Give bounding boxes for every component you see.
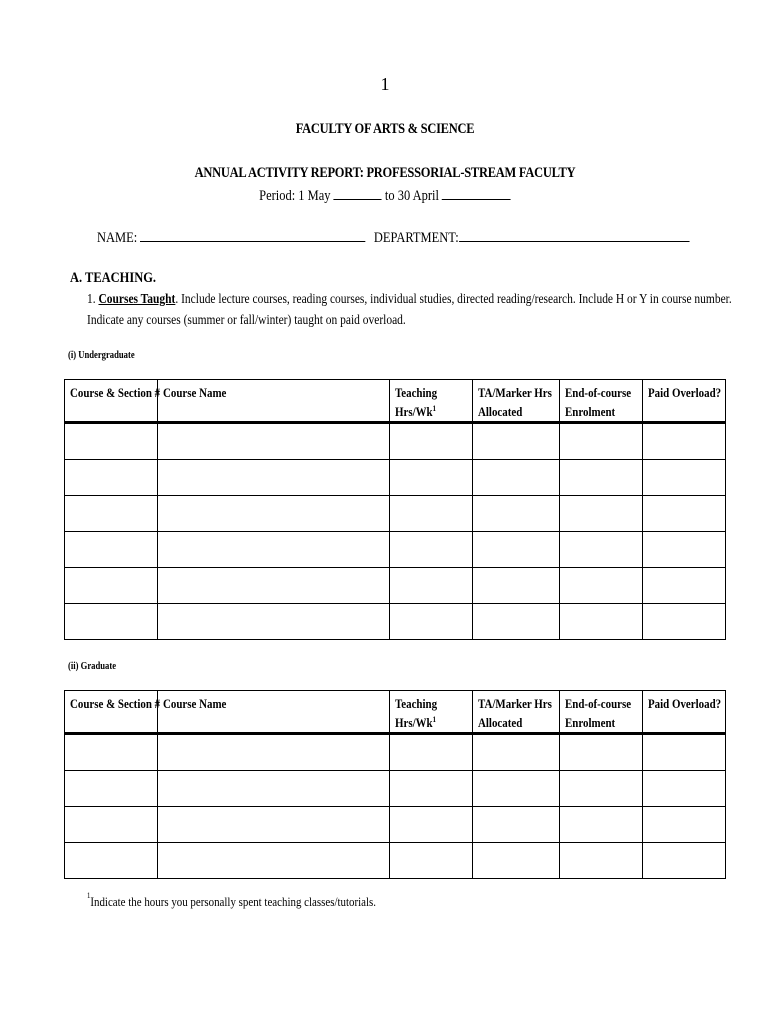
input-cell[interactable]: [158, 771, 390, 807]
input-cell[interactable]: [643, 460, 726, 496]
name-label: NAME:: [97, 230, 138, 246]
col-course-section: Course & Section #: [65, 691, 158, 734]
table-row: [65, 843, 726, 879]
input-cell[interactable]: [390, 423, 473, 460]
input-cell[interactable]: [560, 843, 643, 879]
input-cell[interactable]: [65, 460, 158, 496]
undergraduate-table: [64, 379, 726, 640]
col-course-name: Course Name: [158, 380, 390, 423]
input-cell[interactable]: [643, 604, 726, 640]
input-cell[interactable]: [158, 734, 390, 771]
graduate-table: [64, 690, 726, 879]
input-cell[interactable]: [158, 460, 390, 496]
input-cell[interactable]: [560, 734, 643, 771]
table-row: [65, 423, 726, 460]
input-cell[interactable]: [158, 568, 390, 604]
input-cell[interactable]: [158, 807, 390, 843]
input-cell[interactable]: [390, 843, 473, 879]
input-cell[interactable]: [643, 532, 726, 568]
input-cell[interactable]: [65, 604, 158, 640]
input-cell[interactable]: [65, 568, 158, 604]
input-cell[interactable]: [643, 807, 726, 843]
col-paid-overload: Paid Overload?: [643, 691, 726, 734]
input-cell[interactable]: [390, 496, 473, 532]
input-cell[interactable]: [390, 734, 473, 771]
item-number: 1.: [87, 292, 96, 307]
table-row: [65, 734, 726, 771]
input-cell[interactable]: [560, 568, 643, 604]
input-cell[interactable]: [390, 568, 473, 604]
input-cell[interactable]: [643, 734, 726, 771]
input-cell[interactable]: [560, 532, 643, 568]
section-a-heading: A. TEACHING.: [70, 270, 157, 286]
input-cell[interactable]: [473, 423, 560, 460]
name-field[interactable]: [140, 228, 365, 242]
input-cell[interactable]: [473, 604, 560, 640]
input-cell[interactable]: [473, 496, 560, 532]
input-cell[interactable]: [473, 532, 560, 568]
courses-taught-text: . Include lecture courses, reading courses, individual studies, directed reading/research. Include H or Y in course number.: [175, 292, 732, 307]
table-row: [65, 532, 726, 568]
overload-instructions: Indicate any courses (summer or fall/winter) taught on paid overload.: [87, 313, 406, 328]
col-ta-hrs: TA/Marker Hrs Allocated: [473, 691, 560, 734]
period-line: [54, 186, 716, 205]
input-cell[interactable]: [473, 807, 560, 843]
graduate-label: (ii) Graduate: [68, 661, 117, 672]
input-cell[interactable]: [643, 771, 726, 807]
input-cell[interactable]: [473, 460, 560, 496]
col-paid-overload: Paid Overload?: [643, 380, 726, 423]
courses-taught-instructions: [87, 292, 732, 308]
faculty-heading: FACULTY OF ARTS & SCIENCE: [295, 121, 475, 137]
table-header-row: [65, 380, 726, 423]
input-cell[interactable]: [643, 496, 726, 532]
input-cell[interactable]: [158, 496, 390, 532]
table-row: [65, 460, 726, 496]
period-prefix: Period: 1 May: [259, 188, 331, 204]
col-enrolment: End-of-course Enrolment: [560, 691, 643, 734]
period-middle: to 30 April: [384, 188, 439, 204]
input-cell[interactable]: [473, 734, 560, 771]
input-cell[interactable]: [390, 807, 473, 843]
col-course-section: Course & Section #: [65, 380, 158, 423]
col-teaching-hrs: Teaching Hrs/Wk$^1$: [390, 691, 473, 734]
input-cell[interactable]: [65, 532, 158, 568]
department-field[interactable]: [459, 228, 689, 242]
input-cell[interactable]: [390, 460, 473, 496]
col-teaching-hrs: Teaching Hrs/Wk$^1$: [390, 380, 473, 423]
input-cell[interactable]: [158, 604, 390, 640]
footnote-text: Indicate the hours you personally spent teaching classes/tutorials.: [90, 894, 377, 909]
input-cell[interactable]: [560, 771, 643, 807]
col-ta-hrs: TA/Marker Hrs Allocated: [473, 380, 560, 423]
input-cell[interactable]: [560, 807, 643, 843]
report-title: ANNUAL ACTIVITY REPORT: PROFESSORIAL-STREAM FACULTY: [194, 165, 576, 181]
footnote: [87, 891, 377, 910]
period-start-blank[interactable]: [334, 186, 382, 200]
input-cell[interactable]: [473, 568, 560, 604]
input-cell[interactable]: [65, 496, 158, 532]
table-row: [65, 771, 726, 807]
input-cell[interactable]: [560, 604, 643, 640]
input-cell[interactable]: [473, 771, 560, 807]
courses-taught-label: Courses Taught: [98, 292, 176, 307]
input-cell[interactable]: [65, 423, 158, 460]
table-header-row: [65, 691, 726, 734]
input-cell[interactable]: [390, 604, 473, 640]
input-cell[interactable]: [643, 568, 726, 604]
footnote-mark: 1: [87, 891, 91, 900]
input-cell[interactable]: [65, 771, 158, 807]
input-cell[interactable]: [65, 807, 158, 843]
name-department-row: [97, 228, 689, 247]
input-cell[interactable]: [473, 843, 560, 879]
input-cell[interactable]: [390, 532, 473, 568]
input-cell[interactable]: [158, 423, 390, 460]
table-row: [65, 496, 726, 532]
input-cell[interactable]: [65, 734, 158, 771]
input-cell[interactable]: [158, 532, 390, 568]
input-cell[interactable]: [643, 423, 726, 460]
input-cell[interactable]: [158, 843, 390, 879]
period-end-blank[interactable]: [442, 186, 511, 200]
page-number: 1: [380, 74, 390, 94]
input-cell[interactable]: [560, 423, 643, 460]
input-cell[interactable]: [560, 496, 643, 532]
input-cell[interactable]: [390, 771, 473, 807]
input-cell[interactable]: [560, 460, 643, 496]
input-cell[interactable]: [643, 843, 726, 879]
table-row: [65, 568, 726, 604]
undergraduate-label: (i) Undergraduate: [68, 350, 135, 361]
input-cell[interactable]: [65, 843, 158, 879]
table-row: [65, 807, 726, 843]
department-label: DEPARTMENT:: [373, 230, 459, 246]
table-row: [65, 604, 726, 640]
col-enrolment: End-of-course Enrolment: [560, 380, 643, 423]
col-course-name: Course Name: [158, 691, 390, 734]
